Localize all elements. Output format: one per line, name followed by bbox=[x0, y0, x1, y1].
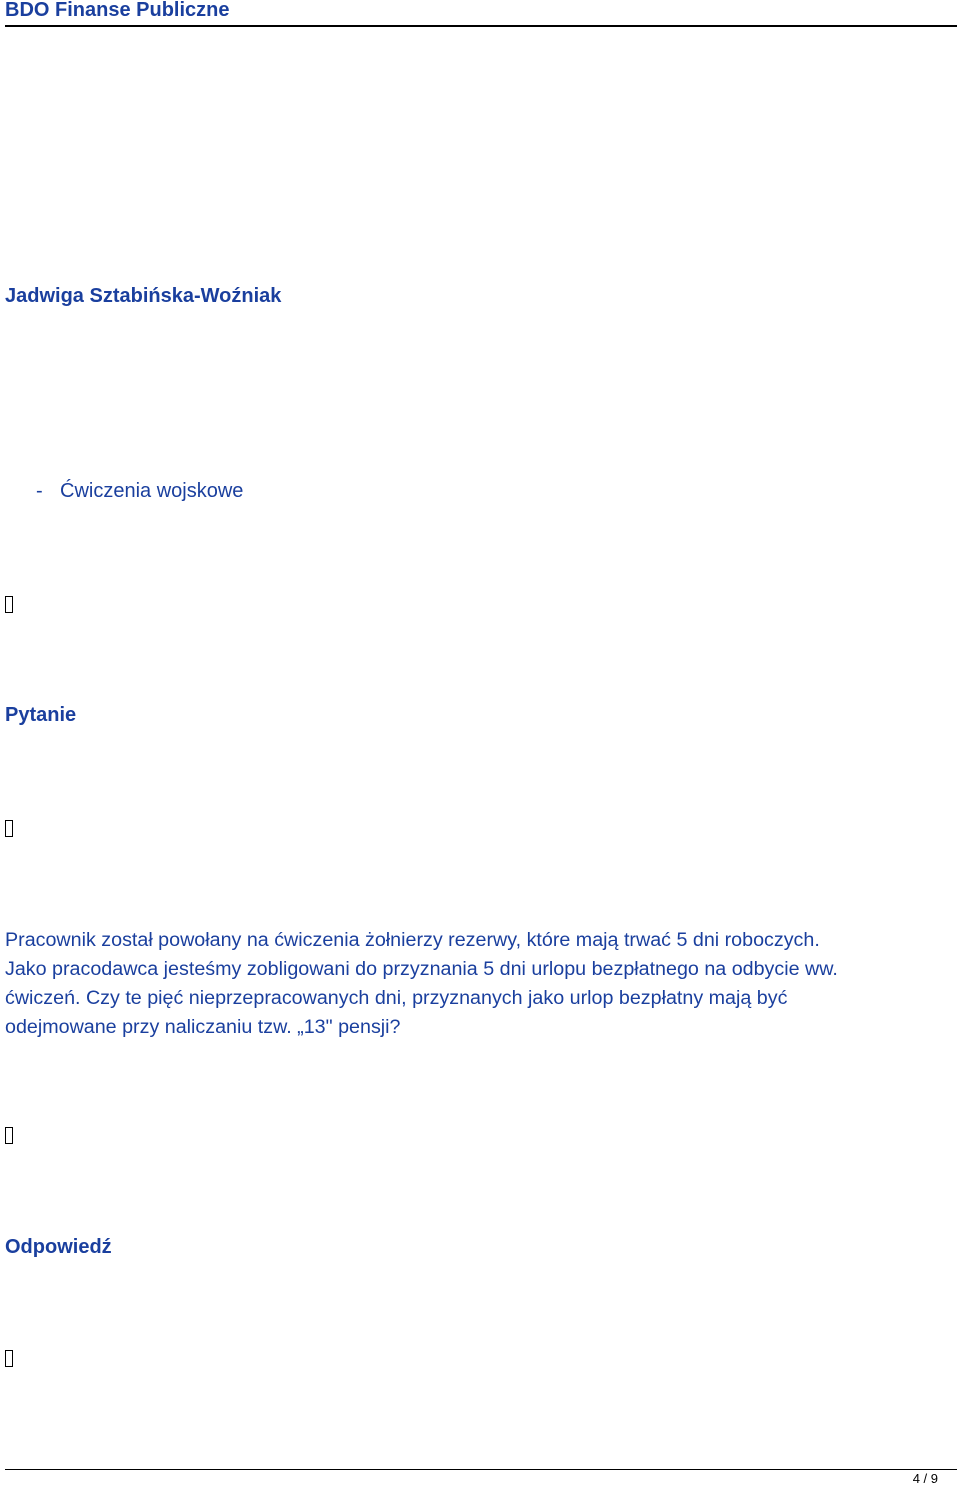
page-number: 4 / 9 bbox=[912, 1471, 938, 1486]
question-text bbox=[5, 926, 955, 1042]
question-heading: Pytanie bbox=[5, 704, 77, 726]
question-line: ćwiczeń. Czy te pięć nieprzepracowanych dni, przyznanych jako urlop bezpłatny mają być bbox=[5, 987, 788, 1009]
missing-glyph-icon bbox=[5, 1127, 13, 1144]
question-line: Pracownik został powołany na ćwiczenia żołnierzy rezerwy, które mają trwać 5 dni roboczych. bbox=[5, 929, 820, 951]
footer-divider bbox=[5, 1469, 957, 1470]
section-title-line bbox=[36, 479, 243, 503]
header-title: BDO Finanse Publiczne bbox=[5, 0, 230, 21]
missing-glyph-icon bbox=[5, 596, 13, 613]
answer-heading: Odpowiedź bbox=[5, 1236, 112, 1258]
header-divider bbox=[5, 25, 957, 27]
missing-glyph-icon bbox=[5, 1350, 13, 1367]
section-dash: - bbox=[36, 480, 43, 502]
question-line: Jako pracodawca jesteśmy zobligowani do przyznania 5 dni urlopu bezpłatnego na odbycie ww. bbox=[5, 958, 838, 980]
missing-glyph-icon bbox=[5, 820, 13, 837]
section-title: Ćwiczenia wojskowe bbox=[60, 480, 244, 502]
question-line: odejmowane przy naliczaniu tzw. „13" pensji? bbox=[5, 1016, 401, 1038]
author-name: Jadwiga Sztabińska-Woźniak bbox=[5, 285, 282, 307]
